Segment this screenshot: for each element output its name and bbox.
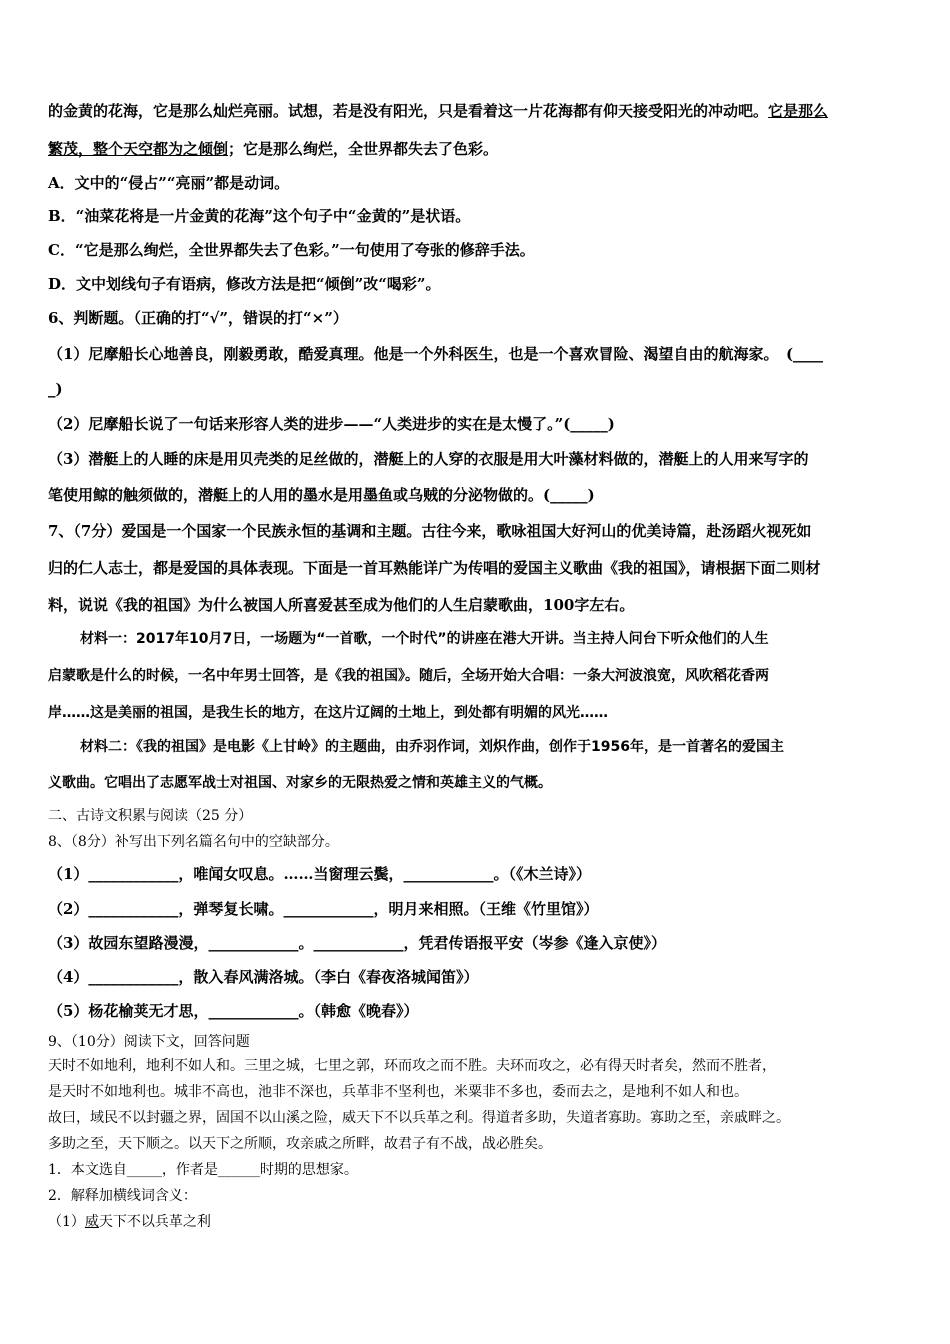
question-6-item-2: （2）尼摩船长说了一句话来形容人类的进步——“人类进步的实在是太慢了。”(_____): [48, 415, 615, 433]
passage-line-2: [48, 139, 498, 159]
question-9-sub-2: 2．解释加横线词含义：: [48, 1188, 197, 1204]
classical-text-line-2: 是天时不如地利也。城非不高也，池非不深也，兵革非不坚利也，米粟非不多也，委而去之，是地利不如人和也。: [48, 1084, 748, 1100]
question-7-line-1: 7、（7分）爱国是一个国家一个民族永恒的基调和主题。古往今来，歌咏祖国大好河山的优美诗篇，赴汤蹈火视死如: [48, 522, 812, 540]
option-b: B．“油菜花将是一片金黄的花海”这个句子中“金黄的”是状语。: [48, 207, 471, 225]
question-8-item-3: （3）故园东望路漫漫，____________。____________，凭君传语报平安（岑参《逢入京使》）: [48, 934, 666, 952]
option-c: C．“它是那么绚烂，全世界都失去了色彩。”一句使用了夸张的修辞手法。: [48, 241, 535, 259]
option-d: D．文中划线句子有语病，修改方法是把“倾倒”改“喝彩”。: [48, 275, 441, 293]
question-9-sub-2-item-1: [48, 1212, 211, 1232]
section-2-heading: 二、古诗文积累与阅读（25 分）: [48, 808, 253, 824]
question-6-item-1: （1）尼摩船长心地善良，刚毅勇敢，酷爱真理。他是一个外科医生，也是一个喜欢冒险、渴望自由的航海家。 (____: [48, 345, 824, 363]
question-9-sub-1: 1．本文选自_____，作者是______时期的思想家。: [48, 1162, 358, 1178]
passage-text: ；它是那么绚烂，全世界都失去了色彩。: [228, 140, 499, 158]
question-8-item-1: （1）____________，唯闻女叹息。……当窗理云鬓，____________。（《木兰诗》）: [48, 865, 591, 883]
question-6-item-3-continued: 笔使用鲸的触须做的，潜艇上的人用的墨水是用墨鱼或乌贼的分泌物做的。(_____): [48, 486, 595, 504]
question-8-item-5: （5）杨花榆荚无才思，____________。（韩愈《晚春》）: [48, 1002, 419, 1020]
question-6-item-1-continued: _): [48, 380, 63, 398]
question-9-title: 9、（10分）阅读下文，回答问题: [48, 1034, 250, 1050]
question-6-title: 6、判断题。（正确的打“√”，错误的打“×”）: [48, 309, 348, 327]
question-8-item-4: （4）____________，散入春风满洛城。（李白《春夜洛城闻笛》）: [48, 968, 479, 986]
item-text: 天下不以兵革之利: [98, 1214, 211, 1230]
question-6-item-3: （3）潜艇上的人睡的床是用贝壳类的足丝做的，潜艇上的人穿的衣服是用大叶藻材料做的，潜艇上的人用来写字的: [48, 450, 809, 468]
underlined-word: 威: [84, 1214, 99, 1230]
passage-text: 的金黄的花海，它是那么灿烂亮丽。试想，若是没有阳光，只是看着这一片花海都有仰天接受阳光的冲动吧。: [48, 102, 769, 120]
material-2-line-1: 材料二：《我的祖国》是电影《上甘岭》的主题曲，由乔羽作词，刘炽作曲，创作于1956年，是一首著名的爱国主: [80, 739, 784, 755]
classical-text-line-3: 故曰，域民不以封疆之界，固国不以山溪之险，威天下不以兵革之利。得道者多助，失道者寡助。寡助之至，亲戚畔之。: [48, 1110, 790, 1126]
underlined-sentence: 它是那么: [768, 102, 829, 120]
question-7-line-2: 归的仁人志士，都是爱国的具体表现。下面是一首耳熟能详广为传唱的爱国主义歌曲《我的祖国》，请根据下面二则材: [48, 559, 821, 577]
classical-text-line-4: 多助之至，天下顺之。以天下之所顺，攻亲戚之所畔，故君子有不战，战必胜矣。: [48, 1136, 552, 1152]
question-8-item-2: （2）____________，弹琴复长啸。____________，明月来相照。（王维《竹里馆》）: [48, 900, 599, 918]
question-8-title: 8、（8分）补写出下列名篇名句中的空缺部分。: [48, 834, 339, 850]
passage-line-1: [48, 101, 828, 121]
item-number: （1）: [48, 1214, 85, 1230]
question-7-line-3: 料，说说《我的祖国》为什么被国人所喜爱甚至成为他们的人生启蒙歌曲，100字左右。: [48, 596, 635, 614]
material-1-line-1: 材料一：2017年10月7日，一场题为“一首歌，一个时代”的讲座在港大开讲。当主持人问台下听众他们的人生: [80, 631, 769, 647]
material-1-line-3: 岸……这是美丽的祖国，是我生长的地方，在这片辽阔的土地上，到处都有明媚的风光……: [48, 705, 608, 721]
material-2-line-2: 义歌曲。它唱出了志愿军战士对祖国、对家乡的无限热爱之情和英雄主义的气概。: [48, 775, 552, 791]
option-a: A．文中的“侵占”“亮丽”都是动词。: [48, 174, 290, 192]
material-1-line-2: 启蒙歌是什么的时候，一名中年男士回答，是《我的祖国》。随后，全场开始大合唱：一条大河波浪宽，风吹稻花香两: [48, 668, 769, 684]
underlined-sentence: 繁茂，整个天空都为之倾倒: [48, 140, 229, 158]
classical-text-line-1: 天时不如地利，地利不如人和。三里之城，七里之郭，环而攻之而不胜。夫环而攻之，必有得天时者矣，然而不胜者，: [48, 1058, 776, 1074]
